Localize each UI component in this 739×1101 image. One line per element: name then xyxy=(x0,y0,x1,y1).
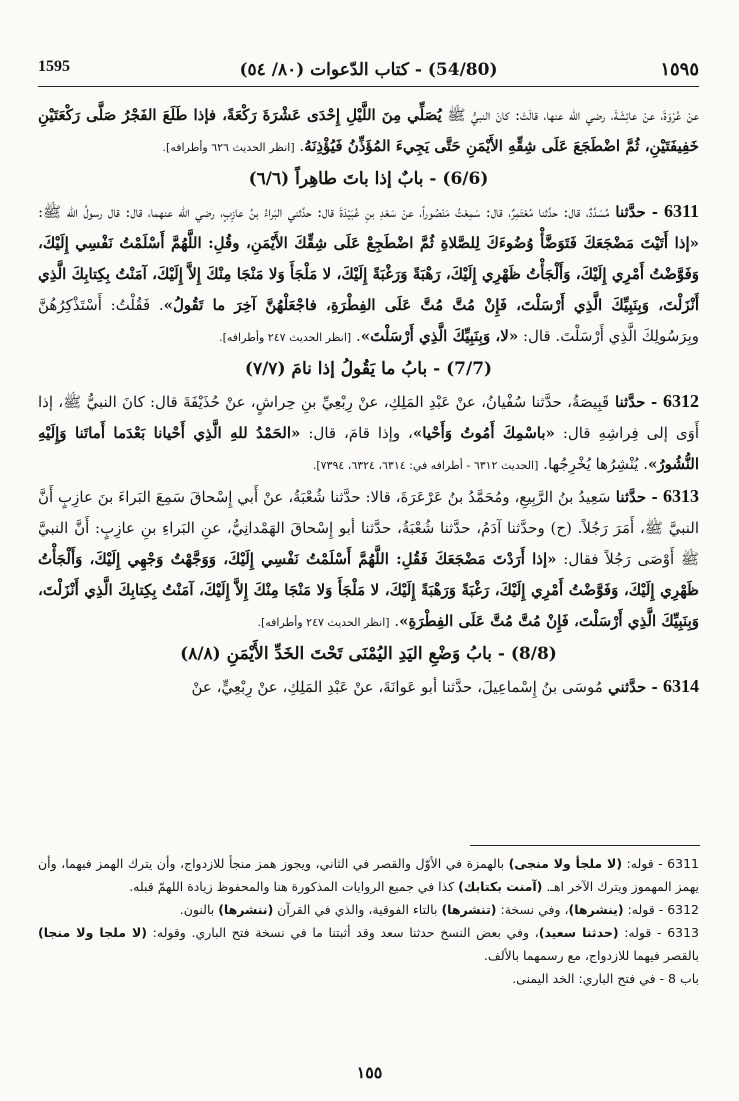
cross-reference: [انظر الحديث ٦٢٦ وأطرافه]. xyxy=(162,141,295,154)
text-run: بالتاء الفوقية، والذي في القرآن xyxy=(273,902,442,917)
bold-text-run: «الحَمْدُ للهِ الَّذِي أَحْيانا بَعْدَما أَماتَنا وَإِلَيْهِ النُّشُورُ» xyxy=(38,424,699,473)
text-run: ، وإذا قامَ، قال: xyxy=(300,424,413,442)
hadith-number: 6314 xyxy=(663,676,699,696)
hadith-number: 6313 xyxy=(663,486,699,506)
text-run: باب 8 - في فتح الباري: الخد اليمنى. xyxy=(512,971,699,986)
bold-text-run: «باسْمِكَ أَمُوتُ وَأَحْيا» xyxy=(412,424,555,442)
text-run: ، وفي نسخة: xyxy=(496,902,569,917)
cross-reference: [انظر الحديث ٢٤٧ وأطرافه]. xyxy=(257,616,390,629)
text-run: مُوسَى بنُ إِسْماعِيلَ، حدَّثنا أبو عَوانَةَ، عنْ عَبْدِ المَلِكِ، عنْ رِبْعِيٍّ، عنْ xyxy=(191,678,603,696)
bold-text-run: (لا ملجأ ولا منجى) xyxy=(508,856,623,871)
running-title: (54/80) - كتاب الدّعوات (٨٠/ ٥٤) xyxy=(239,60,498,80)
page-number-latin: 1595 xyxy=(38,58,70,75)
text-run: 6313 - قوله: xyxy=(618,925,699,940)
bold-text-run: (حدثنا سعيد) xyxy=(538,925,619,940)
hadith-paragraph xyxy=(38,671,699,703)
text-run: 6312 - قوله: xyxy=(623,902,699,917)
running-header xyxy=(38,52,699,87)
footnote xyxy=(38,898,699,921)
text-run: قَبِيصَةُ، حدَّثنا سُفْيانُ، عنْ عَبْدِ المَلِكِ، عنْ رِبْعِيِّ بنِ حِراشٍ، عنْ حُذَيْفَةَ قال: كانَ النبيُّ ﷺ، إذا أَوَى إلى فِراشِهِ قال: xyxy=(38,393,699,442)
bold-text-run: - حدَّثنا xyxy=(609,203,664,221)
text-run: بالنون. xyxy=(179,902,219,917)
bold-text-run: - حدَّثنا xyxy=(610,488,663,506)
page-number-arabic: ١٥٩٥ xyxy=(660,59,699,80)
footnote xyxy=(38,967,699,990)
bold-text-run: - حدَّثني xyxy=(602,678,663,696)
bold-text-run: - حدَّثنا xyxy=(609,393,663,411)
text-run: مُسَدَّدٌ، قال: حدَّثنا مُعْتَمِرٌ، قال: سَمِعْتُ مَنْصُوراً، عنْ سَعْدِ بنِ عُبَيْدَةَ قال: حدَّثني البَراءُ بنُ عازِبٍ، رضي الله عنهما، قال: قال رسولُ الله ﷺ: xyxy=(38,203,610,221)
bold-text-run: «إذا أَتَيْتَ مَضْجَعَكَ فَتَوَضَّأْ وُضُوءَكَ لِلصَّلاةِ ثُمَّ اضْطَجِعْ عَلَى شِقِّكَ الأَيْمَنِ، وقُلِ: اللَّهُمَّ أَسْلَمْتُ نَفْسِي إِلَيْكَ، وَفَوَّضْتُ أَمْرِي إِلَيْكَ، وَأَلْجَأْتُ ظَهْرِي إِلَيْكَ، رَهْبَةً وَرَغْبَةً إِلَيْكَ، لا مَلْجَأَ وَلا مَنْجَا مِنْكَ إِلاَّ إِلَيْكَ، آمَنْتُ بِكِتابِكَ الَّذِي أَنْزَلْتَ، وَبِنَبِيِّكَ الَّذِي أَرْسَلْتَ، فَإِنْ مُتَّ مُتَّ عَلَى الفِطْرَةِ، فاجْعَلْهُنَّ آخِرَ ما تَقُولُ» xyxy=(38,234,699,314)
chapter-heading: (8/8) - بابُ وَضْعِ اليَدِ اليُمْنَى تَحْتَ الخَدِّ الأَيْمَنِ (٨/٨) xyxy=(180,644,557,664)
hadith-number: 6311 xyxy=(664,201,699,221)
text-run: كذا في جميع الروايات المذكورة هنا والمحفوظ زيادة اللهمّ قبله. xyxy=(129,879,459,894)
bold-text-run: (ننشرها) xyxy=(218,902,274,917)
bold-text-run: «لا، وَبِنَبِيِّكَ الَّذِي أَرْسَلْتَ» xyxy=(360,327,519,345)
text-run: . xyxy=(294,137,305,155)
text-run: بالهمزة في الأوّل والقصر في الثاني، ويجوز همز منجأ للازدواج، وأن يترك الهمز فيهما، وأن يهمز المهموز ويترك الآخر اهـ. xyxy=(38,856,699,894)
main-text xyxy=(38,100,699,835)
chapter-heading: (6/6) - بابٌ إذا باتَ طاهِراً (٦/٦) xyxy=(248,169,489,189)
bold-text-run: (آمنت بكتابك) xyxy=(458,879,543,894)
footnote xyxy=(38,852,699,898)
footnote xyxy=(38,921,699,967)
hadith-paragraph xyxy=(38,481,699,638)
text-run: . xyxy=(389,612,400,630)
text-run: . xyxy=(351,327,361,345)
text-run: بالقصر فيهما للازدواج، مع رسمهما بالألف. xyxy=(483,948,699,963)
cross-reference: [انظر الحديث ٢٤٧ وأطرافه]. xyxy=(219,331,352,344)
text-run: . يُنْشِرُها يُخْرِجُها. xyxy=(538,455,648,473)
cross-reference: [الحديث ٦٣١٢ - أطرافه في: ٦٣١٤، ٦٣٢٤، ٧٣٩٤]. xyxy=(312,459,539,472)
hadith-paragraph xyxy=(38,386,699,481)
text-run: ، وفي بعض النسخ حدثنا سعد وقد أثبتنا ما في نسخة فتح الباري. وقوله: xyxy=(147,925,539,940)
text-run: 6311 - قوله: xyxy=(622,856,699,871)
folio-number: ١٥٥ xyxy=(356,1063,383,1082)
bold-text-run: (لا ملجا ولا منجا) xyxy=(38,925,147,940)
footnote-separator xyxy=(470,845,700,846)
bold-text-run: «إذا أَرَدْتَ مَضْجَعَكَ فَقُلِ: اللَّهُمَّ أَسْلَمْتُ نَفْسِي إِلَيْكَ، وَوَجَّهْتُ وَجْهِي إِلَيْكَ، وَأَلْجَأْتُ ظَهْرِي إِلَيْكَ، وَفَوَّضْتُ أَمْرِي إِلَيْكَ، رَغْبَةً وَرَهْبَةً إِلَيْكَ، لا مَلْجَأَ وَلا مَنْجَا مِنْكَ إِلاَّ إِلَيْكَ، آمَنْتُ بِكِتابِكَ الَّذِي أَنْزَلْتَ، وَبِنَبِيِّكَ الَّذِي أَرْسَلْتَ، فَإِنْ مُتَّ مُتَّ عَلَى الفِطْرَةِ» xyxy=(38,550,699,630)
footnotes xyxy=(38,852,699,1042)
text-run: سَعِيدُ بنُ الرَّبِيعِ، ومُحَمَّدُ بنُ عَرْعَرَةَ، قالا: حدَّثنا شُعْبَةُ، عنْ أَبي إِسْحاقَ سَمِعَ البَراءَ بنَ عازِبٍ أَنَّ النبيَّ ﷺ، أَمَرَ رَجُلاً. (ح) وحدَّثنا آدَمُ، حدَّثنا شُعْبَةُ، حدَّثنا أبو إِسْحاقَ الهَمْدانِيُّ، عنِ البَراءِ بنِ عازِبٍ: أَنَّ النبيَّ ﷺ أَوْصَى رَجُلاً فقال: xyxy=(38,488,699,568)
bold-text-run: (تنشرها) xyxy=(441,902,497,917)
hadith-number: 6312 xyxy=(663,391,699,411)
hadith-paragraph xyxy=(38,196,699,353)
bold-text-run: يُصَلِّي مِنَ اللَّيْلِ إِحْدَى عَشْرَةَ رَكْعَةً، فإذا طَلَعَ الفَجْرُ صَلَّى رَكْعَتَيْنِ خَفِيفَتَيْنِ، ثُمَّ اضْطَجَعَ عَلَى شِقِّهِ الأَيْمَنِ حَتَّى يَجِيءَ المُؤَذِّنُ فَيُؤْذِنَهُ xyxy=(38,106,699,155)
text-run: . فَقُلْتُ: أَسْتَذْكِرُهُنَّ وبِرَسُولِكَ الَّذِي أَرْسَلْتَ. قال: xyxy=(38,296,699,345)
chapter-heading: (7/7) - بابُ ما يَقُولُ إذا نامَ (٧/٧) xyxy=(244,359,493,379)
hadith-paragraph xyxy=(38,100,699,163)
text-run: عنْ عُرْوَةَ، عنْ عائِشَةَ، رضي الله عنها، قالَتْ: كانَ النبيُّ ﷺ xyxy=(441,106,699,124)
bold-text-run: (ينشرها) xyxy=(568,902,624,917)
